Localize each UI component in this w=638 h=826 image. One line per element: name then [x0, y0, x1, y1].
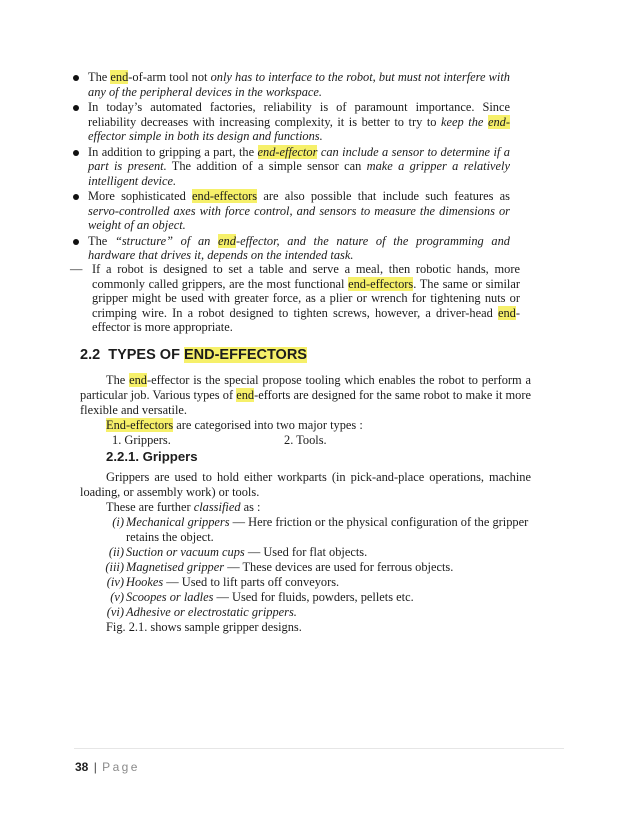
type-item: 2. Tools.	[284, 433, 327, 447]
highlighted-term: end	[110, 70, 129, 84]
classification-paragraph: These are further classified as :	[106, 500, 261, 514]
highlighted-term: end	[129, 373, 147, 387]
highlighted-term: end-	[487, 114, 511, 129]
intro-paragraph: The end-effector is the special propose tooling which enables the robot to perform a particular job. Various types of end-efforts are designed for the same robot to make it more flexible and versatile.	[80, 373, 531, 417]
highlighted-term: end-effector	[257, 144, 318, 159]
list-item: (v) Scoopes or ladles — Used for fluids, powders, pellets etc.	[110, 590, 414, 604]
type-item: 1. Grippers.	[112, 433, 171, 447]
bullet-item: In addition to gripping a part, the end-effector can include a sensor to determine if a part is present. The addition of a simple sensor can make a gripper a relatively intelligent device.	[70, 145, 510, 189]
page-label: Page	[102, 760, 140, 774]
page-number: 38	[75, 760, 89, 774]
list-item: (vi) Adhesive or electrostatic grippers.	[106, 605, 297, 619]
highlighted-term: End-effectors	[106, 418, 174, 432]
list-item: (i) Mechanical grippers — Here friction or the physical configuration of the gripper retains the object.	[112, 515, 529, 544]
grippers-paragraph: Grippers are used to hold either workparts (in pick-and-place operations, machine loading, or assembly work) or tools.	[80, 470, 531, 499]
em-dash-marker: —	[70, 262, 83, 276]
bullet-item: In today’s automated factories, reliability is of paramount importance. Since reliability decreases with increasing complexity, it is better to try to keep the end-effector simple in both its design and functions.	[70, 100, 510, 144]
bullet-item: The end-of-arm tool not only has to interface to the robot, but must not interfere with any of the peripheral devices in the workspace.	[70, 70, 510, 99]
dash-paragraph: — If a robot is designed to set a table and serve a meal, then robotic hands, more commonly called grippers, are the most functional end-effectors. The same or similar gripper might be used with greater force, as a plier or wrench for tightening nuts or crimping wire. In a robot designed to tighten screws, however, a driver-head end-effector is more appropriate.	[70, 262, 520, 335]
section-heading: 2.2 TYPES OF END-EFFECTORS	[80, 347, 307, 363]
highlighted-term: END-EFFECTORS	[183, 347, 307, 363]
list-item: (ii) Suction or vacuum cups — Used for flat objects.	[108, 545, 368, 559]
page-footer	[75, 760, 140, 774]
footer-divider	[74, 748, 564, 749]
highlighted-term: end-effectors	[192, 189, 258, 204]
highlighted-term: end-effectors	[348, 276, 414, 291]
types-list	[112, 433, 327, 448]
bullet-item: The “structure” of an end-effector, and the nature of the programming and hardware that drives it, depends on the intended task.	[70, 234, 510, 263]
gripper-types-list	[100, 515, 530, 620]
highlighted-term: end	[218, 233, 236, 248]
list-item: (iii) Magnetised gripper — These devices are used for ferrous objects.	[105, 560, 454, 574]
subsection-heading: 2.2.1. Grippers	[106, 449, 198, 464]
footer-separator: |	[93, 760, 97, 774]
highlighted-term: end	[497, 305, 516, 320]
categories-paragraph: End-effectors are categorised into two major types :	[106, 418, 363, 432]
highlighted-term: end	[236, 388, 255, 402]
bullet-list	[70, 70, 510, 264]
figure-reference: Fig. 2.1. shows sample gripper designs.	[106, 620, 302, 634]
bullet-item: More sophisticated end-effectors are also possible that include such features as servo-controlled axes with force control, and sensors to measure the dimensions or weight of an object.	[70, 189, 510, 233]
list-item: (iv) Hookes — Used to lift parts off conveyors.	[106, 575, 340, 589]
